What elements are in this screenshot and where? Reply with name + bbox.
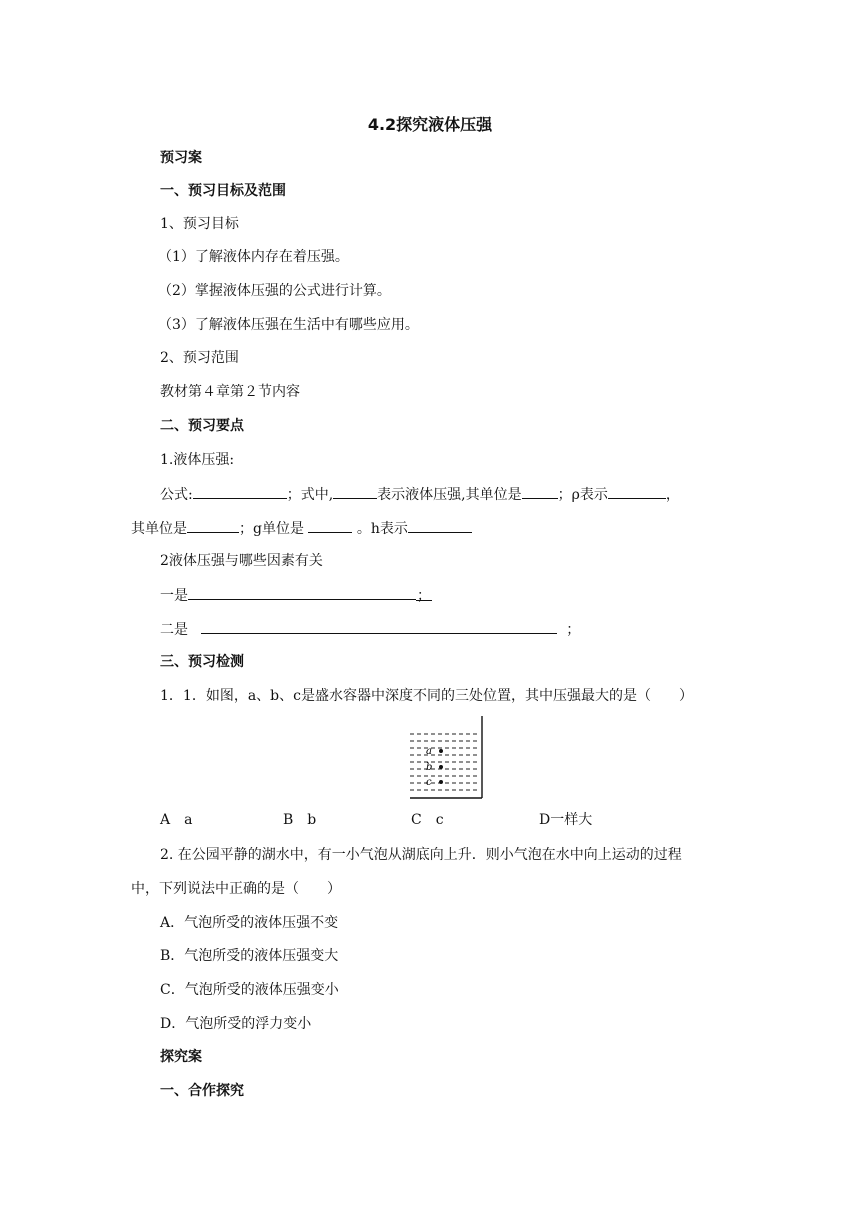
formula-text-2: ；式中, [286, 487, 334, 503]
blank-h-meaning [408, 518, 472, 533]
blank-g-unit [308, 518, 352, 533]
q1-option-b: B b [283, 812, 317, 828]
point-c-dot [439, 780, 443, 784]
goal-item-1: （1）了解液体内存在着压强。 [158, 249, 349, 265]
point-a-dot [439, 749, 443, 753]
goal-item-2: （2）掌握液体压强的公式进行计算。 [158, 283, 391, 299]
blank-pressure-symbol [333, 484, 377, 499]
blank-rho-meaning [608, 484, 666, 499]
label-a: a [426, 746, 432, 757]
label-b: b [426, 762, 433, 773]
factor-line-2 [160, 619, 580, 640]
factor-line-1 [160, 585, 432, 606]
section-cooperative-heading: 一、合作探究 [160, 1083, 244, 1099]
factor-end-2: ； [566, 622, 581, 638]
formula-text-6: 其单位是 [131, 521, 187, 537]
formula-text-4: ；ρ表示 [557, 487, 608, 503]
question-1-text: 1．1．如图，a、b、c是盛水容器中深度不同的三处位置，其中压强最大的是（ ） [160, 688, 693, 704]
water-container-figure [404, 716, 484, 802]
factor-label-1: 一是 [160, 588, 188, 604]
factor-label-2: 二是 [160, 622, 188, 638]
range-heading: 2、预习范围 [160, 350, 239, 366]
formula-text-3: 表示液体压强,其单位是 [377, 487, 522, 503]
point-2-heading: 2液体压强与哪些因素有关 [160, 553, 323, 569]
q2-option-c: C．气泡所受的液体压强变小 [160, 982, 339, 998]
formula-label: 公式: [160, 487, 193, 503]
formula-line-2 [131, 518, 472, 539]
point-b-dot [439, 765, 443, 769]
section-key-points-heading: 二、预习要点 [160, 418, 244, 434]
formula-text-8: 。h表示 [356, 521, 408, 537]
formula-text-5: ， [665, 487, 680, 503]
goal-heading: 1、预习目标 [160, 216, 239, 232]
point-1-heading: 1.液体压强: [160, 452, 235, 468]
factor-end-1: ； [417, 588, 431, 604]
q2-option-b: B．气泡所受的液体压强变大 [160, 948, 339, 964]
label-c: c [426, 777, 432, 788]
blank-factor-1 [188, 585, 416, 600]
goal-item-3: （3）了解液体压强在生活中有哪些应用。 [158, 317, 419, 333]
formula-text-7: ；g单位是 [239, 521, 304, 537]
blank-rho-unit [187, 518, 239, 533]
q2-option-d: D．气泡所受的浮力变小 [160, 1016, 312, 1032]
preview-heading: 预习案 [160, 150, 202, 166]
range-text: 教材第４章第２节内容 [160, 384, 300, 400]
q1-option-c: C c [411, 812, 444, 828]
q1-option-a: A a [160, 812, 193, 828]
question-2-text-2: 中，下列说法中正确的是（ ） [131, 881, 341, 897]
section-goals-heading: 一、预习目标及范围 [160, 183, 286, 199]
q2-option-a: A．气泡所受的液体压强不变 [160, 915, 339, 931]
water-lines [410, 734, 480, 790]
blank-formula [193, 484, 287, 499]
formula-line-1 [160, 484, 680, 505]
container-walls [410, 716, 482, 798]
explore-heading: 探究案 [160, 1049, 202, 1065]
blank-pressure-unit [522, 484, 558, 499]
q1-option-d: D一样大 [539, 812, 593, 828]
document-title: 4.2探究液体压强 [367, 115, 493, 134]
section-check-heading: 三、预习检测 [160, 654, 244, 670]
question-2-text-1: 2. 在公园平静的湖水中，有一小气泡从湖底向上升．则小气泡在水中向上运动的过程 [160, 847, 682, 863]
blank-factor-2 [201, 619, 557, 634]
